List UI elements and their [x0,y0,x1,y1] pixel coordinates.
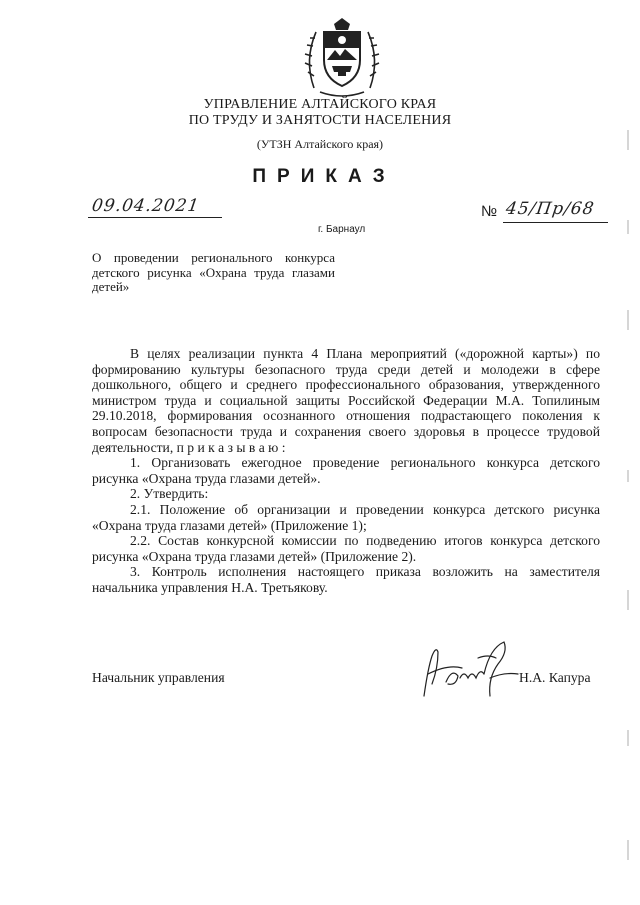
signatory-name: Н.А. Капура [519,670,591,685]
body-paragraph: 2.2. Состав конкурсной комиссии по подведению итогов конкурса детского рисунка «Охрана труда глазами детей» (Приложение 2). [92,533,600,564]
number-label: № [481,203,498,220]
organization-line-1: УПРАВЛЕНИЕ АЛТАЙСКОГО КРАЯ [203,97,437,112]
organization-line-2: ПО ТРУДУ И ЗАНЯТОСТИ НАСЕЛЕНИЯ [188,113,452,128]
body-paragraph: 2. Утвердить: [130,486,209,502]
number-underline [503,222,608,223]
page-margin-marks [624,110,632,890]
body-paragraph: В целях реализации пункта 4 Плана мероприятий («дорожной карты») по формированию культуры безопасного труда среди детей и молодежи в сфере дошкольного, общего и среднего профессионального образования, утвержденного министром труда и социальной защиты Российской Федерации М.А. Топилиным 29.10.2018, формирования осознанного отношения подрастающего поколения к вопросам безопасности труда и сохранения своего здоровья в процессе трудовой деятельности, п р и к а з ы в а ю : [92,346,600,455]
body-paragraph: 1. Организовать ежегодное проведение регионального конкурса детского рисунка «Охрана труда глазами детей». [92,455,600,486]
order-date: 09.04.2021 [90,196,201,216]
document-title: ПРИКАЗ [252,166,396,187]
date-underline [88,217,222,218]
body-paragraph: 2.1. Положение об организации и проведении конкурса детского рисунка «Охрана труда глазами детей» (Приложение 1); [92,501,600,533]
organization-abbreviation: (УТЗН Алтайского края) [256,137,384,151]
organization-name [0,97,640,129]
handwritten-signature [418,638,522,704]
signatory-position: Начальник управления [92,670,225,685]
order-number: 45/Пр/68 [504,199,596,219]
order-body [92,346,600,596]
coat-of-arms-icon [300,16,384,100]
order-subject: О проведении регионального конкурса детского рисунка «Охрана труда глазами детей» [92,250,335,294]
city-label: г. Барнаул [318,224,366,235]
body-paragraph: 3. Контроль исполнения настоящего приказа возложить на заместителя начальника управления Н.А. Третьякову. [92,564,600,595]
